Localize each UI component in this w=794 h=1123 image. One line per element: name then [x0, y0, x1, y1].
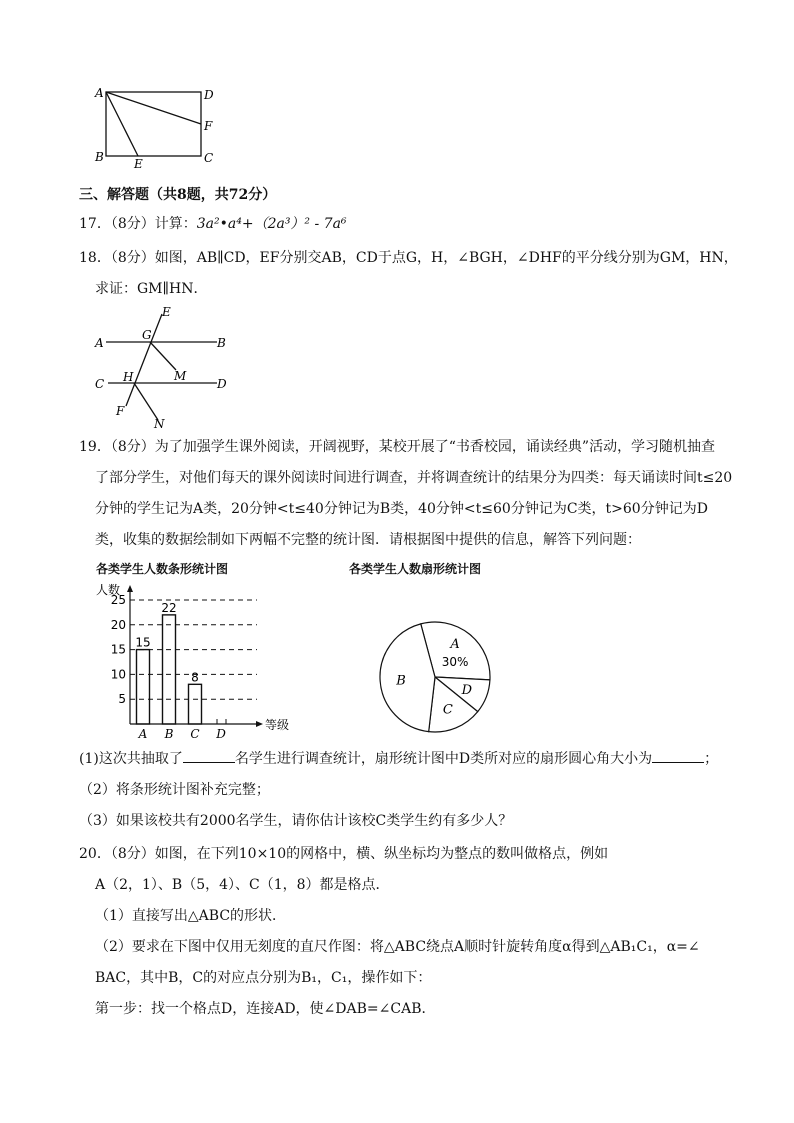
answer-blank-1[interactable]: [183, 748, 235, 763]
q20-score: （8分）: [110, 846, 155, 862]
lines-label-f: F: [116, 404, 125, 418]
q17-prefix: 计算：: [154, 216, 197, 232]
pie-chart-title: 各类学生人数扇形统计图: [349, 562, 482, 576]
x-tick-label: D: [216, 727, 226, 740]
lines-label-c: C: [95, 377, 105, 391]
lines-label-e: E: [162, 305, 171, 319]
question-19-line2: 了部分学生，对他们每天的课外阅读时间进行调查，并将调查统计的结果分为四类：每天诵读时间t≤20: [95, 470, 733, 486]
bar-chart: [92, 580, 302, 740]
question-19-line3: 分钟的学生记为A类，20分钟<t≤40分钟记为B类，40分钟<t≤60分钟记为C类，t>60分钟记为D: [95, 501, 708, 517]
bar-value-label: 15: [135, 635, 151, 650]
pie-label-c: C: [442, 702, 453, 718]
question-19-line1: [79, 437, 715, 457]
lines-label-d: D: [217, 377, 227, 391]
pie-label-b: B: [396, 673, 406, 689]
pie-label-a: A: [450, 637, 460, 653]
q18-text: 如图，AB∥CD，EF分别交AB，CD于点G，H，∠BGH，∠DHF的平分线分别为GM，HN，: [154, 250, 738, 266]
q17-number: 17．: [79, 216, 111, 232]
y-tick-label: 5: [118, 692, 126, 707]
bar-value-label: 8: [191, 670, 199, 685]
q20-step1: 第一步：找一个格点D，连接AD，使∠DAB=∠CAB．: [95, 1001, 436, 1017]
q20-sub2-line1: （2）要求在下图中仅用无刻度的直尺作图：将△ABC绕点A顺时针旋转角度α得到△AB₁C₁，α=∠: [95, 939, 700, 955]
pie-percent-label: 30%: [441, 655, 469, 670]
y-axis-label: 人数: [96, 583, 121, 597]
rect-label-b: B: [95, 150, 104, 164]
bar-chart-title: 各类学生人数条形统计图: [96, 562, 229, 576]
rect-label-e: E: [134, 157, 143, 170]
x-tick-label: B: [164, 727, 174, 740]
bar-c: [189, 684, 202, 724]
q19-sub1: [79, 748, 718, 769]
bar-b: [163, 615, 176, 724]
x-axis-label: 等级: [265, 718, 290, 732]
q18-score: （8分）: [110, 250, 155, 266]
x-tick-label: C: [190, 727, 200, 740]
q19-score: （8分）: [110, 439, 155, 455]
q20-number: 20．: [79, 846, 111, 862]
question-20-line2: A（2，1）、B（5，4）、C（1，8）都是格点．: [95, 877, 390, 893]
y-tick-label: 10: [110, 667, 126, 682]
lines-label-m: M: [174, 369, 187, 383]
q19-text: 为了加强学生课外阅读，开阔视野，某校开展了“书香校园，诵读经典”活动，学习随机抽查: [154, 439, 716, 455]
q19-sub3: （3）如果该校共有2000名学生，请你估计该校C类学生约有多少人？: [79, 813, 513, 829]
bar-a: [137, 650, 150, 724]
question-18-line2: 求证：GM∥HN．: [95, 281, 208, 297]
parallel-lines-figure: [92, 300, 242, 432]
q19-sub1-part-c: ；: [704, 751, 719, 767]
rect-label-a: A: [95, 86, 104, 100]
rect-label-d: D: [204, 88, 214, 102]
q20-sub2-line2: BAC，其中B，C的对应点分别为B₁，C₁，操作如下：: [95, 970, 432, 986]
q19-sub1-part-a: (1)这次共抽取了: [79, 751, 183, 767]
q20-text: 如图，在下列10×10的网格中，横、纵坐标均为整点的数叫做格点，例如: [154, 846, 609, 862]
question-20-line1: [79, 844, 608, 864]
lines-label-a: A: [95, 336, 104, 350]
q18-number: 18．: [79, 250, 111, 266]
pie-label-d: D: [461, 683, 473, 699]
lines-label-g: G: [142, 328, 152, 342]
q20-sub1: （1）直接写出△ABC的形状．: [95, 908, 287, 924]
x-tick-label: A: [138, 727, 148, 740]
q17-score: （8分）: [110, 216, 155, 232]
q17-expression: 3a²•a⁴+（2a³）² - 7a⁶: [196, 216, 347, 232]
q19-sub2: （2）将条形统计图补充完整；: [79, 782, 270, 798]
question-17: [79, 214, 347, 234]
q19-number: 19．: [79, 439, 111, 455]
section-title: 三、解答题（共8题，共72分）: [79, 187, 277, 203]
rect-label-f: F: [204, 119, 213, 133]
pie-chart: [370, 612, 500, 742]
lines-label-b: B: [217, 336, 226, 350]
lines-label-h: H: [123, 370, 134, 384]
x-axis-arrow: [256, 721, 263, 727]
answer-blank-2[interactable]: [652, 748, 704, 763]
question-18-line1: [79, 248, 738, 268]
y-tick-label: 25: [110, 593, 126, 607]
y-tick-label: 20: [110, 617, 126, 632]
y-tick-label: 15: [110, 642, 126, 657]
rectangle-figure: [92, 84, 222, 170]
rect-label-c: C: [204, 151, 214, 165]
question-19-line4: 类，收集的数据绘制如下两幅不完整的统计图．请根据图中提供的信息，解答下列问题：: [95, 532, 641, 548]
y-axis-arrow: [127, 585, 133, 592]
bar-value-label: 22: [161, 600, 177, 615]
q19-sub1-part-b: 名学生进行调查统计，扇形统计图中D类所对应的扇形圆心角大小为: [234, 751, 653, 767]
lines-label-n: N: [154, 417, 165, 431]
